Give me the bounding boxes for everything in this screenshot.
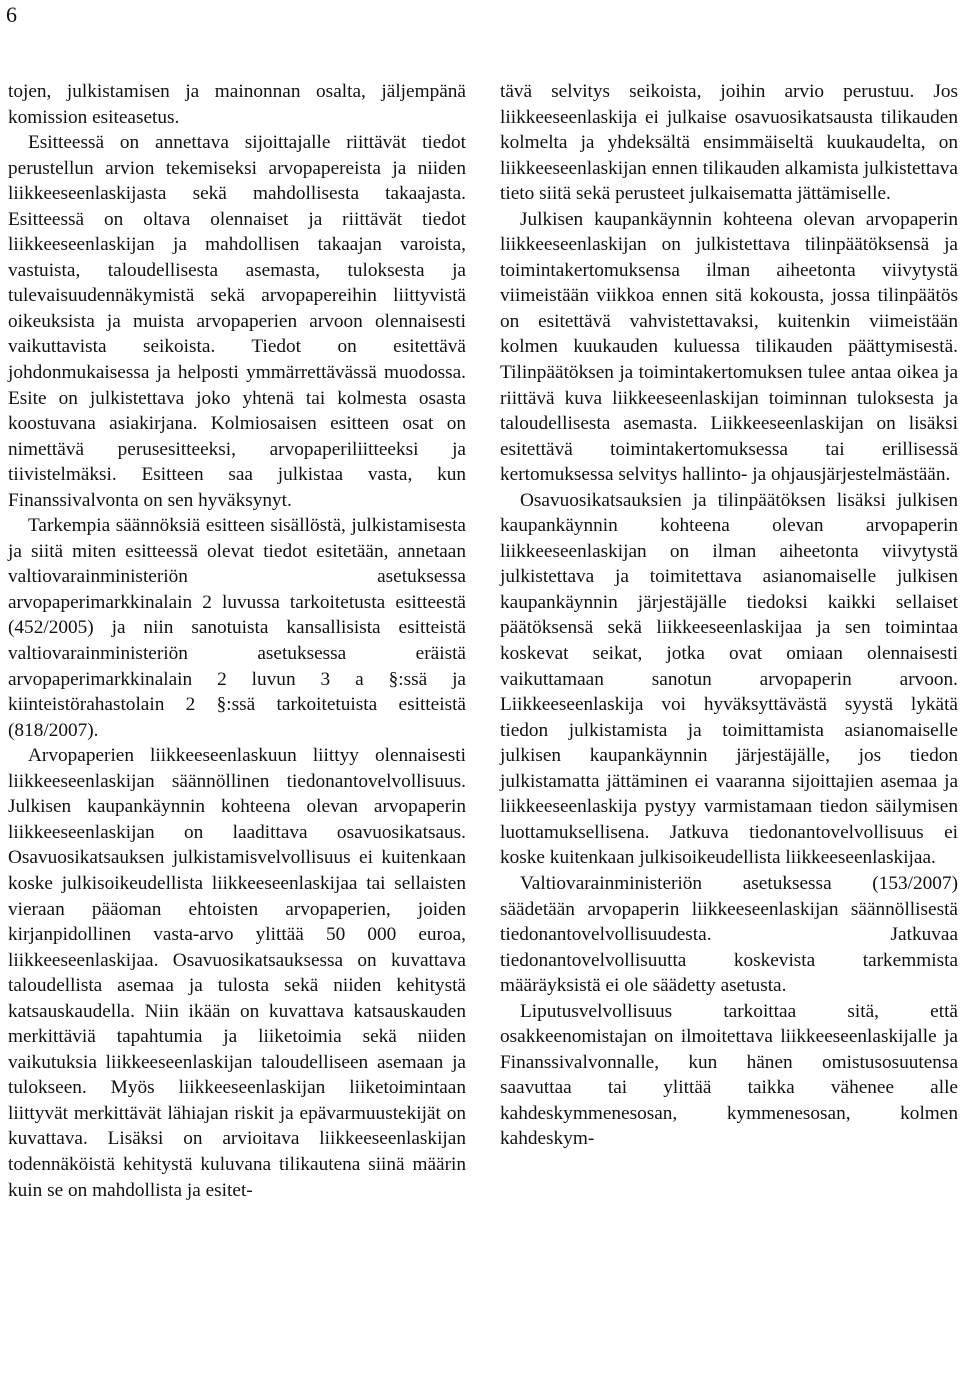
page-number: 6 [6, 2, 17, 27]
paragraph: tävä selvitys seikoista, joihin arvio perustuu. Jos liikkeeseenlaskija ei julkaise osavuosikatsausta tilikauden kolmelta ja yhdeksältä ensimmäiseltä kuukaudelta, on liikkeeseenlaskijan ennen tilikauden alkamista julkistettava tieto siitä sekä perusteet julkaisematta jättämiselle. [500, 81, 958, 205]
paragraph: tojen, julkistamisen ja mainonnan osalta, jäljempänä komission esiteasetus. [8, 81, 466, 128]
paragraph: Valtiovarainministeriön asetuksessa (153/2007) säädetään arvopaperin liikkeeseenlaskijan säännöllisestä tiedonantovelvollisuudesta. Jatkuvaa tiedonantovelvollisuutta koskevista tarkemmista määräyksistä ei ole säädetty asetusta. [500, 872, 958, 997]
left-column [8, 79, 466, 1203]
paragraph: Julkisen kaupankäynnin kohteena olevan arvopaperin liikkeeseenlaskijan on julkistettava tilinpäätöksensä ja toimintakertomuksensa ilman aiheetonta viivytystä viimeistään viikkoa ennen sitä kokousta, jossa tilinpäätös on esitettävä vahvistettavaksi, kuitenkin viimeistään kolmen kuukauden kuluessa tilikauden päättymisestä. Tilinpäätöksen ja toimintakertomuksen tulee antaa oikea ja riittävä kuva liikkeeseenlaskijan toiminnan tuloksesta ja taloudellisesta asemasta. Liikkeeseenlaskijan on lisäksi esitettävä toimintakertomuksessa tai erillisessä kertomuksessa selvitys hallinto- ja ohjausjärjestelmästään. [500, 208, 958, 486]
paragraph: Osavuosikatsauksien ja tilinpäätöksen lisäksi julkisen kaupankäynnin kohteena olevan arvopaperin liikkeeseenlaskijan on ilman aiheetonta viivytystä julkistettava ja toimitettava asianomaiselle julkisen kaupankäynnin järjestäjälle tiedoksi kaikki sellaiset päätöksensä sekä liikkeeseenlaskijaa ja sen toimintaa koskevat seikat, jotka ovat omiaan olennaisesti vaikuttamaan sanotun arvopaperin arvoon. Liikkeeseenlaskija voi hyväksyttävästä syystä lykätä tiedon julkistamista ja toimittamista asianomaiselle julkisen kaupankäynnin järjestäjälle, jos tiedon julkistamatta jättäminen ei vaaranna sijoittajien asemaa ja liikkeeseenlaskija pystyy varmistamaan tiedon säilymisen luottamuksellisena. Jatkuva tiedonantovelvollisuus ei koske kuitenkaan julkisoikeudellista liikkeeseenlaskijaa. [500, 489, 958, 869]
paragraph: Liputusvelvollisuus tarkoittaa sitä, että osakkeenomistajan on ilmoitettava liikkeeseenlaskijalle ja Finanssivalvonnalle, kun hänen omistusosuutensa saavuttaa tai ylittää taikka vähenee alle kahdeskymmenesosan, kymmenesosan, kolmen kahdeskym- [500, 1000, 958, 1150]
paragraph: Arvopaperien liikkeeseenlaskuun liittyy olennaisesti liikkeeseenlaskijan säännöllinen tiedonantovelvollisuus. Julkisen kaupankäynnin kohteena olevan arvopaperin liikkeeseenlaskijan on laadittava osavuosikatsaus. Osavuosikatsauksen julkistamisvelvollisuus ei kuitenkaan koske julkisoikeudellista liikkeeseenlaskijaa tai sellaisten vieraan pääoman ehtoisten arvopaperien, joiden kirjanpidollinen vasta-arvo ylittää 50 000 euroa, liikkeeseenlaskijaa. Osavuosikatsauksessa on kuvattava taloudellista asemaa ja tulosta sekä niiden kehitystä katsauskaudella. Niin ikään on kuvattava katsauskauden merkittäviä tapahtumia ja liiketoimia sekä niiden vaikutuksia liikkeeseenlaskijan taloudelliseen asemaan ja tulokseen. Myös liikkeeseenlaskijan liiketoimintaan liittyvät merkittävät lähiajan riskit ja epävarmuustekijät on kuvattava. Lisäksi on arvioitava liikkeeseenlaskijan todennäköistä kehitystä kuluvana tilikautena siinä määrin kuin se on mahdollista ja esitet- [8, 745, 466, 1201]
paragraph: Esitteessä on annettava sijoittajalle riittävät tiedot perustellun arvion tekemiseksi arvopapereista ja niiden liikkeeseenlaskijasta sekä mahdollisesta takaajasta. Esitteessä on oltava olennaiset ja riittävät tiedot liikkeeseenlaskijan ja mahdollisen takaajan varoista, vastuista, taloudellisesta asemasta, tuloksesta ja tulevaisuudennäkymistä sekä arvopapereihin liittyvistä oikeuksista ja muista arvopaperien arvoon olennaisesti vaikuttavista seikoista. Tiedot on esitettävä johdonmukaisessa ja helposti ymmärrettävässä muodossa. Esite on julkistettava joko yhtenä tai kolmesta osasta koostuvana asiakirjana. Kolmiosaisen esitteen osat on nimettävä perusesitteeksi, arvopaperiliitteeksi ja tiivistelmäksi. Esitteen saa julkistaa vasta, kun Finanssivalvonta on sen hyväksynyt. [8, 132, 466, 511]
paragraph: Tarkempia säännöksiä esitteen sisällöstä, julkistamisesta ja siitä miten esitteessä olevat tiedot esitetään, annetaan valtiovarainministeriön asetuksessa arvopaperimarkkinalain 2 luvussa tarkoitetusta esitteestä (452/2005) ja niin sanotuista kansallisista esitteistä valtiovarainministeriön asetuksessa eräistä arvopaperimarkkinalain 2 luvun 3 a §:ssä ja kiinteistörahastolain 2 §:ssä tarkoitetuista esitteistä (818/2007). [8, 515, 466, 741]
right-column [500, 79, 958, 1152]
